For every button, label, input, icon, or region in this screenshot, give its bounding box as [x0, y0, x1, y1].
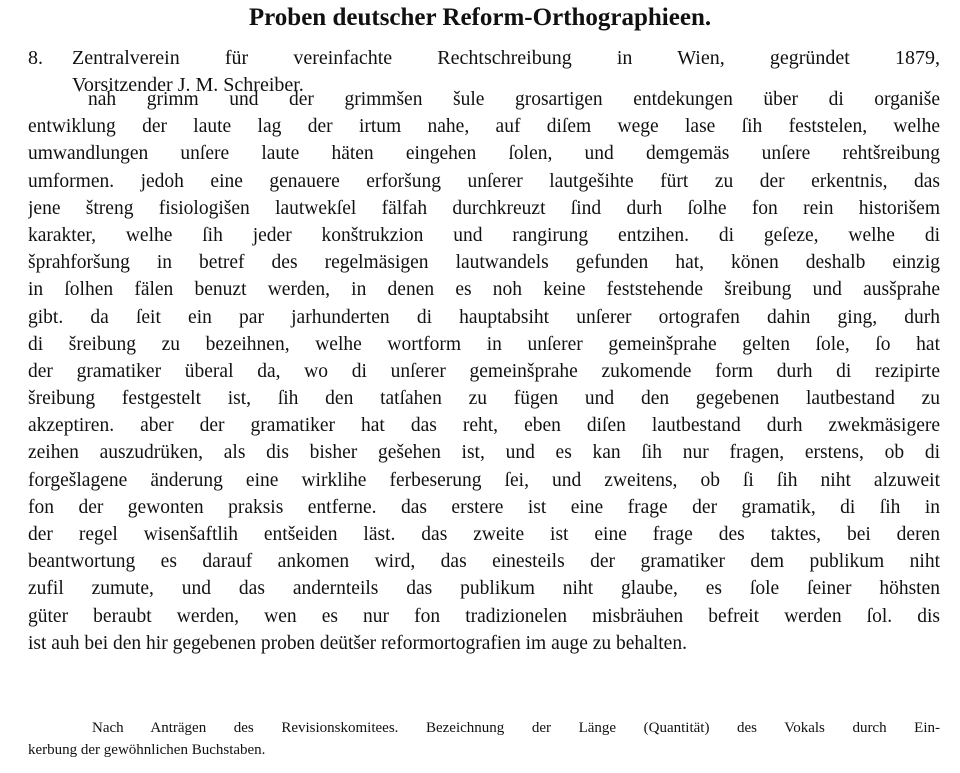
body-line: di šreibung zu bezeihnen, welhe wortform in unſerer gemeinšprahe gelten ſole, ſo hat	[28, 333, 940, 355]
body-line: fon der gewonten praksis entferne. das erstere ist eine frage der gramatik, di ſih in	[28, 496, 940, 518]
body-line: zeihen auszudrüken, als dis bisher gešehen ist, und es kan ſih nur fragen, erstens, ob di	[28, 442, 940, 464]
body-line: umformen. jedoh eine genauere erforšung unſerer lautgešihte fürt zu der erkentnis, das	[28, 170, 940, 192]
page-title: Proben deutscher Reform-Orthographieen.	[248, 4, 712, 31]
footnote-line: Nach Anträgen des Revisionskomitees. Bezeichnung der Länge (Quantität) des Vokals durch Ein-	[92, 720, 940, 736]
body-line: umwandlungen unſere laute häten eingehen ſolen, und demgemäs unſere rehtšreibung	[28, 143, 940, 165]
body-line: gibt. da ſeit ein par jarhunderten di hauptabsiht unſerer ortografen dahin ging, durh	[28, 306, 940, 328]
subheading-line: Zentralverein für vereinfachte Rechtschreibung in Wien, gegründet 1879,	[72, 47, 940, 69]
body-text	[28, 86, 940, 657]
footnote	[28, 717, 940, 761]
body-line: beantwortung es darauf ankomen wird, das einesteils der gramatiker dem publikum niht	[28, 551, 940, 573]
body-line: der gramatiker überal da, wo di unſerer gemeinšprahe zukomende form durh di rezipirte	[28, 360, 940, 382]
body-line: karakter, welhe ſih jeder konštrukzion und rangirung entzihen. di geſeze, welhe di	[28, 224, 940, 246]
body-line: jene štreng fisiologišen lautwekſel fälfah durchkreuzt ſind durh ſolhe fon rein historišem	[28, 197, 940, 219]
body-line: ist auh bei den hir gegebenen proben deütšer reformortografien im auge zu behalten.	[28, 632, 687, 654]
body-line: nah grimm und der grimmšen šule grosartigen entdekungen über di organiše	[88, 89, 940, 110]
body-line: güter beraubt werden, wen es nur fon tradizionelen misbräuhen befreit werden ſol. dis	[28, 605, 940, 627]
body-line: in ſolhen fälen benuzt werden, in denen es noh keine feststehende šreibung und ausšprahe	[28, 279, 940, 301]
body-line: šreibung festgestelt ist, ſih den tatſahen zu fügen und den gegebenen lautbestand zu	[28, 388, 940, 410]
body-line: der regel wisenšaftlih entšeiden läst. das zweite ist eine frage des taktes, bei deren	[28, 524, 940, 545]
subheading-line: Vorsitzender J. M. Schreiber.	[72, 74, 304, 96]
body-line: šprahforšung in betref des regelmäsigen lautwandels gefunden hat, könen deshalb einzig	[28, 252, 940, 274]
body-line: forgešlagene änderung eine wirklihe ferbeserung ſei, und zweitens, ob ſi ſih niht alzuweit	[28, 469, 940, 491]
section-number: 8.	[28, 47, 43, 69]
body-line: zufil zumute, und das andernteils das publikum niht glaube, es ſole ſeiner höhsten	[28, 578, 940, 600]
body-line: entwiklung der laute lag der irtum nahe, auf diſem wege lase ſih feststelen, welhe	[28, 116, 940, 138]
footnote-line: kerbung der gewöhnlichen Buchstaben.	[28, 742, 266, 758]
body-line: akzeptiren. aber der gramatiker hat das reht, eben diſen lautbestand durh zwekmäsigere	[28, 415, 940, 437]
